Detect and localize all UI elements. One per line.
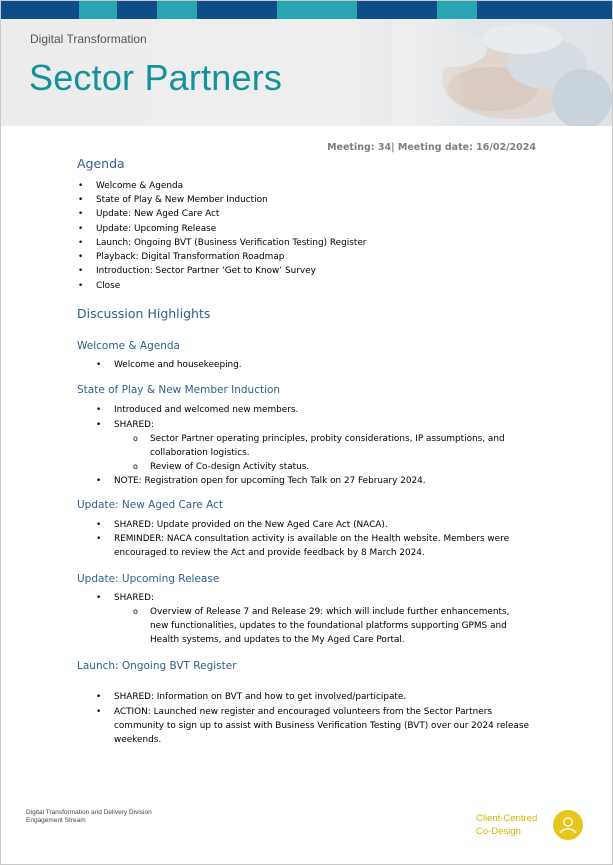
sub-list-item: o Review of Co-design Activity status.	[133, 462, 310, 472]
footer-division-line: Digital Transformation and Delivery Division	[26, 809, 152, 816]
header-color-bar	[1, 1, 612, 19]
bar-segment	[79, 1, 117, 19]
sub-list-item: o Overview of Release 7 and Release 29: which will include further enhancements,	[133, 607, 510, 617]
list-item: • Welcome and housekeeping.	[96, 360, 242, 370]
section-heading-release: Update: Upcoming Release	[77, 573, 220, 585]
list-item: • Introduced and welcomed new members.	[96, 405, 299, 415]
list-item: • REMINDER: NACA consultation activity is available on the Health website. Members were	[96, 534, 510, 544]
page-title: Sector Partners	[29, 57, 283, 98]
section-heading-state-of-play: State of Play & New Member Induction	[77, 384, 281, 396]
agenda-item: • Playback: Digital Transformation Roadmap	[78, 252, 285, 262]
bar-segment	[1, 1, 79, 19]
stacked-hands-image	[392, 19, 612, 126]
bar-segment	[157, 1, 197, 19]
agenda-item: • Update: New Aged Care Act	[78, 209, 220, 219]
list-item-continuation: community to sign up to assist with Business Verification Testing (BVT) over our 2024 release	[114, 721, 529, 731]
list-item: • SHARED:	[96, 593, 154, 603]
list-item: • NOTE: Registration open for upcoming Tech Talk on 27 February 2024.	[96, 476, 426, 486]
list-item: • SHARED: Information on BVT and how to get involved/participate.	[96, 692, 407, 702]
agenda-item: • Update: Upcoming Release	[78, 224, 217, 234]
section-heading-aged-care: Update: New Aged Care Act	[77, 499, 223, 511]
footer-codesign-line: Client-Centred	[476, 813, 538, 824]
footer-codesign-label	[476, 812, 537, 838]
bar-segment	[117, 1, 157, 19]
footer-division	[26, 809, 152, 825]
section-heading-welcome: Welcome & Agenda	[77, 340, 180, 352]
agenda-item: • Close	[78, 281, 121, 291]
agenda-item: • Introduction: Sector Partner ‘Get to Know’ Survey	[78, 266, 316, 276]
meeting-info: Meeting: 34| Meeting date: 16/02/2024	[327, 142, 536, 153]
footer-stream-line: Engagement Stream	[26, 817, 86, 824]
list-item: • ACTION: Launched new register and encouraged volunteers from the Sector Partners	[96, 707, 493, 717]
sub-list-item-continuation: collaboration logistics.	[150, 448, 250, 458]
agenda-item: • Welcome & Agenda	[78, 181, 184, 191]
bar-segment	[437, 1, 477, 19]
list-item: • SHARED:	[96, 420, 154, 430]
sub-list-item-continuation: new functionalities, updates to the foundational platforms supporting GPMS and	[150, 621, 507, 631]
agenda-heading: Agenda	[77, 156, 125, 171]
person-icon-glyph	[553, 810, 583, 840]
bar-segment	[477, 1, 612, 19]
list-item: • SHARED: Update provided on the New Aged Care Act (NACA).	[96, 520, 388, 530]
agenda-item: • State of Play & New Member Induction	[78, 195, 268, 205]
sub-list-item-continuation: Health systems, and updates to the My Aged Care Portal.	[150, 635, 405, 645]
sub-list-item: o Sector Partner operating principles, probity considerations, IP assumptions, and	[133, 434, 505, 444]
footer-codesign-line: Co-Design	[476, 826, 521, 837]
highlights-heading: Discussion Highlights	[77, 306, 211, 321]
list-item-continuation: encouraged to review the Act and provide feedback by 8 March 2024.	[114, 548, 425, 558]
person-icon	[553, 810, 583, 840]
section-heading-bvt: Launch: Ongoing BVT Register	[77, 660, 237, 672]
list-item-continuation: weekends.	[114, 735, 162, 745]
bar-segment	[357, 1, 437, 19]
agenda-item: • Launch: Ongoing BVT (Business Verification Testing) Register	[78, 238, 367, 248]
bar-segment	[277, 1, 357, 19]
header-subtitle: Digital Transformation	[30, 32, 147, 46]
header-banner	[1, 19, 612, 126]
bar-segment	[197, 1, 277, 19]
